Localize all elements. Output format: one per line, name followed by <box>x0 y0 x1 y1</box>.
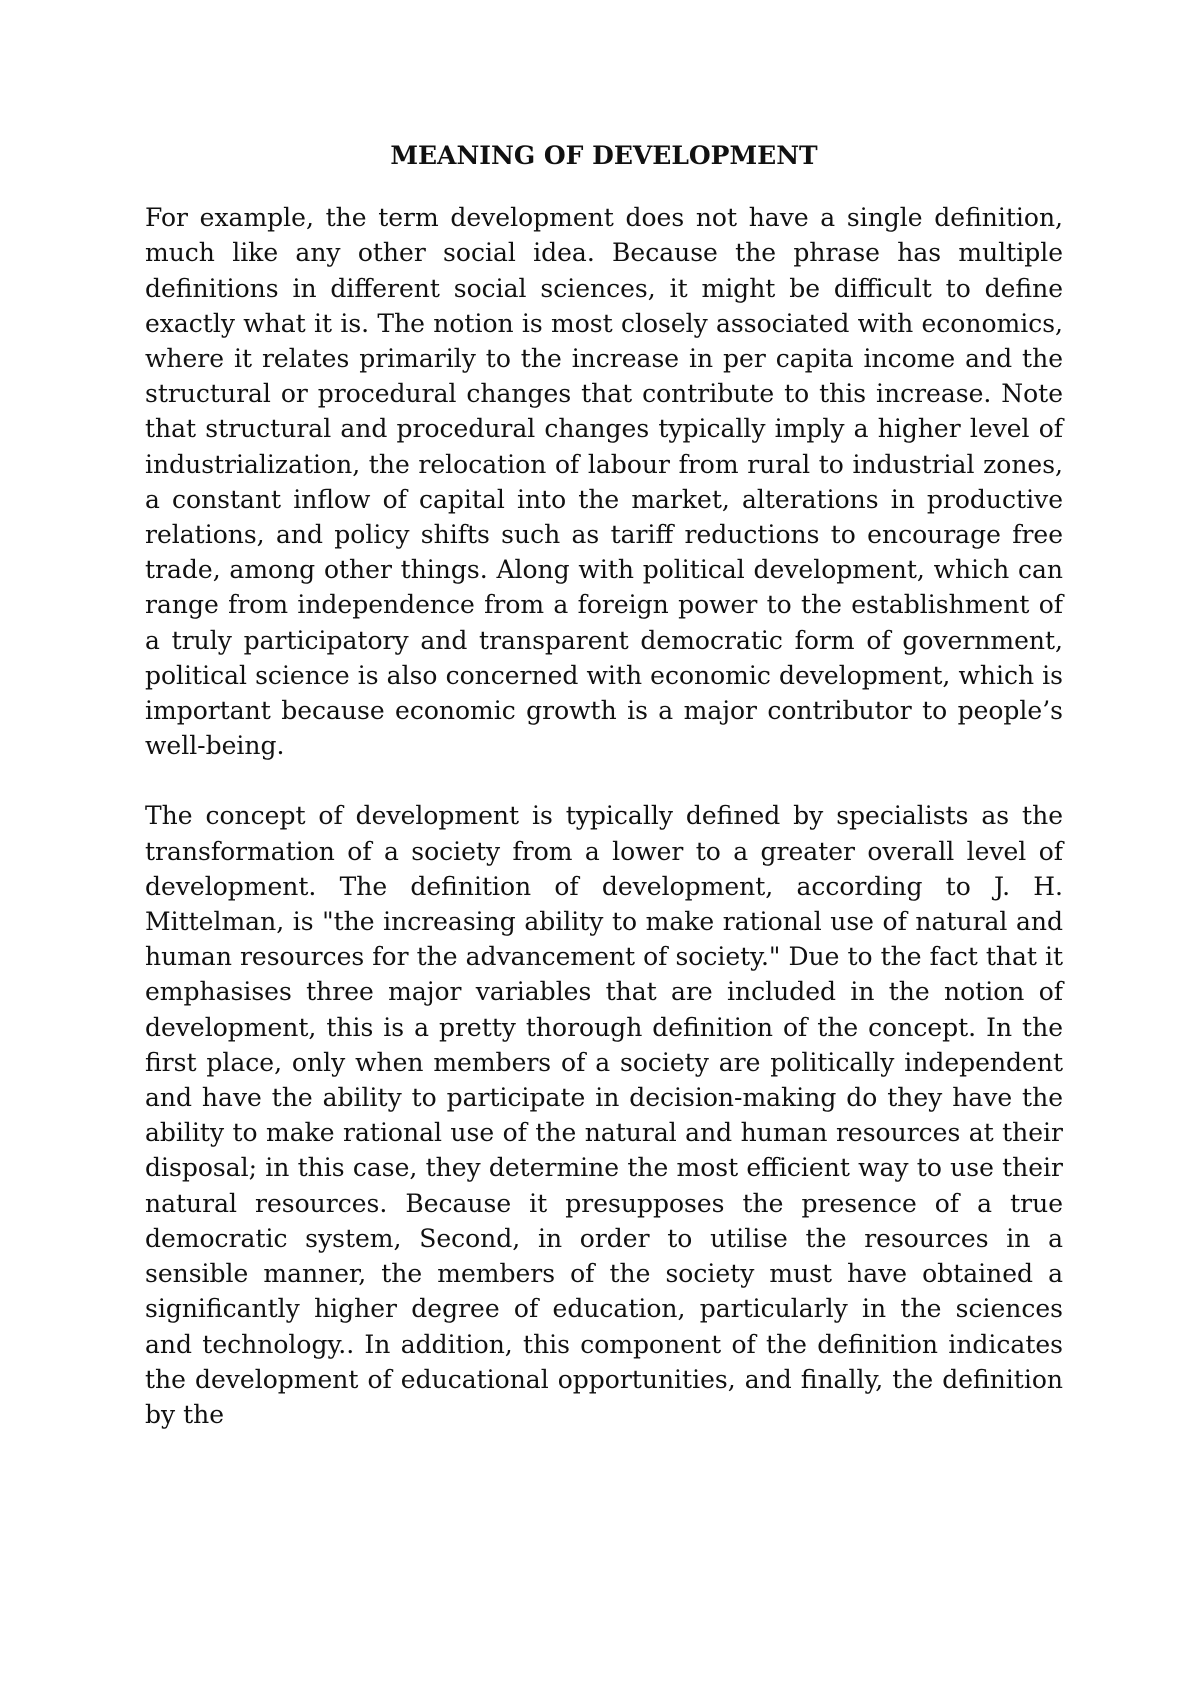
document-body <box>145 138 1063 1432</box>
paragraph-2: The concept of development is typically defined by specialists as the transformation of a society from a lower to a greater overall level of development. The definition of development, according to J. H. Mittelman, is "the increasing ability to make rational use of natural and human resources for the advancement of society." Due to the fact that it emphasises three major variables that are included in the notion of development, this is a pretty thorough definition of the concept. In the first place, only when members of a society are politically independent and have the ability to participate in decision-making do they have the ability to make rational use of the natural and human resources at their disposal; in this case, they determine the most efficient way to use their natural resources. Because it presupposes the presence of a true democratic system, Second, in order to utilise the resources in a sensible manner, the members of the society must have obtained a significantly higher degree of education, particularly in the sciences and technology.. In addition, this component of the definition indicates the development of educational opportunities, and finally, the definition by the <box>145 801 1063 1429</box>
paragraph-1: For example, the term development does not have a single definition, much like any other social idea. Because the phrase has multiple definitions in different social sciences, it might be difficult to define exactly what it is. The notion is most closely associated with economics, where it relates primarily to the increase in per capita income and the structural or procedural changes that contribute to this increase. Note that structural and procedural changes typically imply a higher level of industrialization, the relocation of labour from rural to industrial zones, a constant inflow of capital into the market, alterations in productive relations, and policy shifts such as tariff reductions to encourage free trade, among other things. Along with political development, which can range from independence from a foreign power to the establishment of a truly participatory and transparent democratic form of government, political science is also concerned with economic development, which is important because economic growth is a major contributor to people’s well-being. <box>145 203 1063 761</box>
document-title: MEANING OF DEVELOPMENT <box>390 141 818 170</box>
